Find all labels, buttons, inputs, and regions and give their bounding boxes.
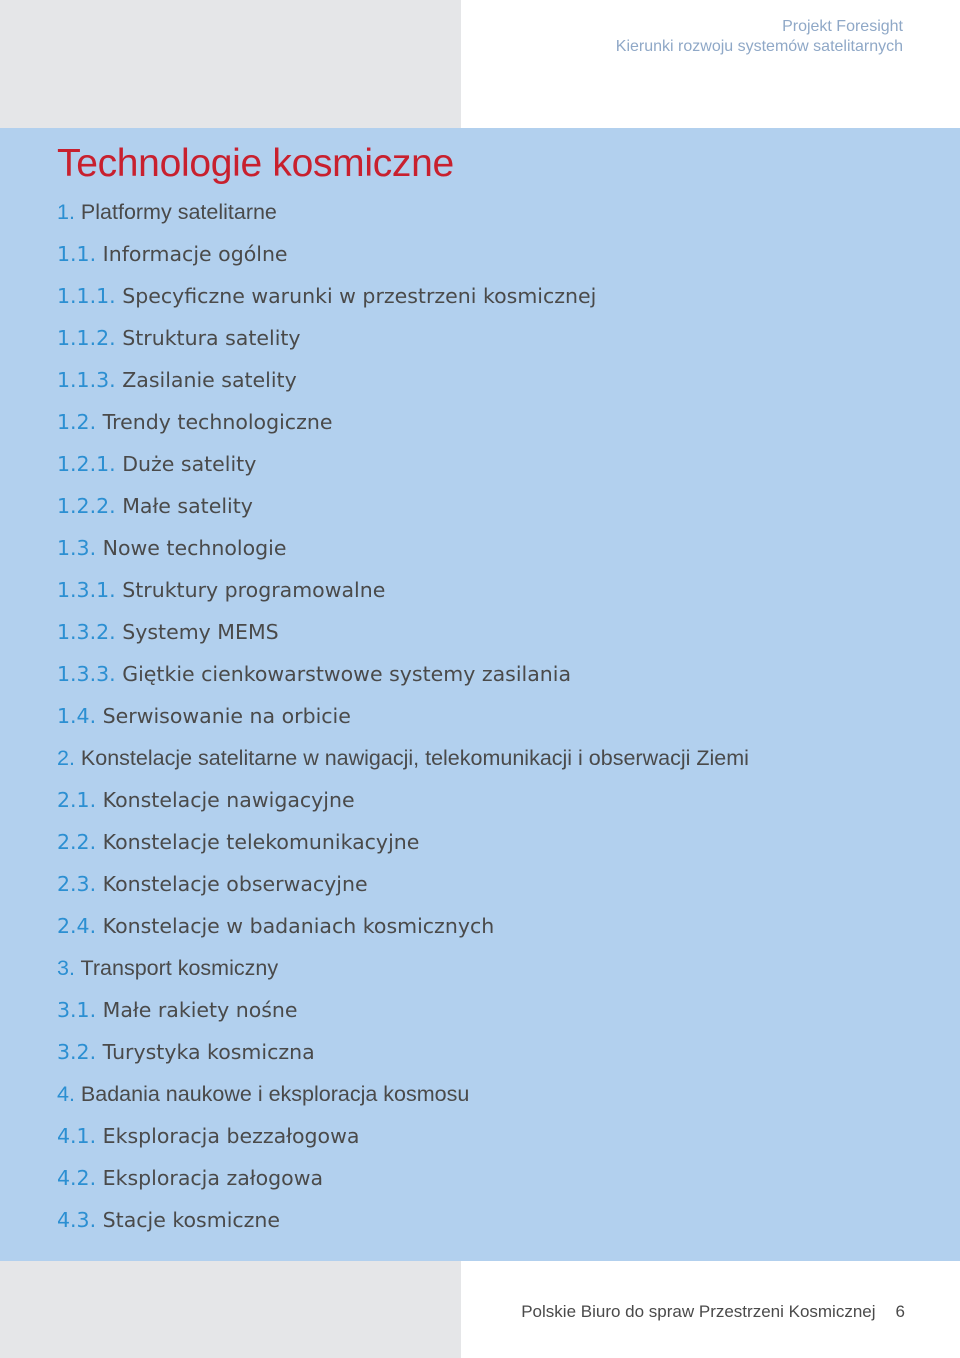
toc-item [57,359,749,401]
toc-item-number: 1.3.1. [57,578,116,602]
table-of-contents [57,191,749,1241]
toc-item-number: 1.1. [57,242,97,266]
toc-item-text: Platformy satelitarne [80,200,277,224]
toc-item-text: Informacje ogólne [102,242,288,266]
toc-item-text: Nowe technologie [102,536,287,560]
toc-item-text: Transport kosmiczny [80,956,279,980]
toc-item [57,863,749,905]
toc-item-text: Konstelacje obserwacyjne [102,872,368,896]
toc-item-number: 3.1. [57,998,97,1022]
toc-item-number: 1.3.3. [57,662,116,686]
toc-item-number: 2.1. [57,788,97,812]
toc-item-text: Konstelacje satelitarne w nawigacji, telekomunikacji i obserwacji Ziemi [80,746,749,770]
toc-item-number: 1.1.2. [57,326,116,350]
toc-item-text: Systemy MEMS [122,620,279,644]
toc-item-number: 4.3. [57,1208,97,1232]
toc-item-text: Konstelacje w badaniach kosmicznych [102,914,495,938]
toc-item-text: Konstelacje telekomunikacyjne [102,830,420,854]
toc-item [57,989,749,1031]
toc-item [57,233,749,275]
toc-item [57,1031,749,1073]
running-header [616,17,903,57]
toc-item-text: Serwisowanie na orbicie [102,704,351,728]
toc-item-text: Duże satelity [122,452,257,476]
toc-item [57,401,749,443]
header-gray-block [0,0,461,128]
toc-item-text: Eksploracja bezzałogowa [102,1124,360,1148]
toc-item-text: Trendy technologiczne [102,410,333,434]
toc-item [57,821,749,863]
toc-item-text: Specyficzne warunki w przestrzeni kosmicznej [122,284,597,308]
footer-gray-block [0,1261,461,1358]
toc-item [57,1073,749,1115]
toc-item-text: Badania naukowe i eksploracja kosmosu [80,1082,470,1106]
toc-item-text: Struktury programowalne [122,578,386,602]
toc-item-text: Małe satelity [122,494,253,518]
toc-item-number: 1.1.1. [57,284,116,308]
toc-item [57,1115,749,1157]
toc-item [57,191,749,233]
page-footer [521,1300,905,1324]
toc-item-text: Zasilanie satelity [122,368,297,392]
toc-item-text: Eksploracja załogowa [102,1166,324,1190]
page-number: 6 [895,1302,905,1321]
toc-item-number: 1.3.2. [57,620,116,644]
toc-item-number: 3. [57,956,75,980]
toc-item [57,611,749,653]
header-subtitle: Kierunki rozwoju systemów satelitarnych [615,38,903,55]
toc-item-number: 1.2.1. [57,452,116,476]
toc-item-number: 3.2. [57,1040,97,1064]
toc-item-number: 1. [57,200,75,224]
toc-item-number: 2.4. [57,914,97,938]
toc-item [57,275,749,317]
toc-item-text: Struktura satelity [122,326,301,350]
toc-item-number: 2. [57,746,75,770]
toc-item [57,317,749,359]
toc-item [57,569,749,611]
toc-item-number: 1.3. [57,536,97,560]
toc-item-text: Konstelacje nawigacyjne [102,788,355,812]
toc-item [57,695,749,737]
toc-item [57,905,749,947]
toc-item [57,1199,749,1241]
page-title: Technologie kosmiczne [57,142,454,185]
toc-item-number: 1.4. [57,704,97,728]
toc-item-number: 2.2. [57,830,97,854]
toc-item-number: 1.1.3. [57,368,116,392]
toc-item-text: Turystyka kosmiczna [102,1040,315,1064]
toc-item [57,485,749,527]
toc-item-number: 1.2.2. [57,494,116,518]
toc-item-number: 2.3. [57,872,97,896]
toc-item [57,1157,749,1199]
toc-item [57,443,749,485]
toc-item-number: 4. [57,1082,75,1106]
toc-item [57,737,749,779]
toc-item-number: 4.1. [57,1124,97,1148]
header-project: Projekt Foresight [782,18,903,35]
toc-item [57,653,749,695]
toc-item [57,779,749,821]
toc-item [57,947,749,989]
toc-item [57,527,749,569]
toc-item-number: 1.2. [57,410,97,434]
toc-item-number: 4.2. [57,1166,97,1190]
toc-item-text: Stacje kosmiczne [102,1208,281,1232]
footer-organization: Polskie Biuro do spraw Przestrzeni Kosmicznej [521,1302,876,1321]
toc-item-text: Giętkie cienkowarstwowe systemy zasilania [122,662,572,686]
toc-item-text: Małe rakiety nośne [102,998,298,1022]
